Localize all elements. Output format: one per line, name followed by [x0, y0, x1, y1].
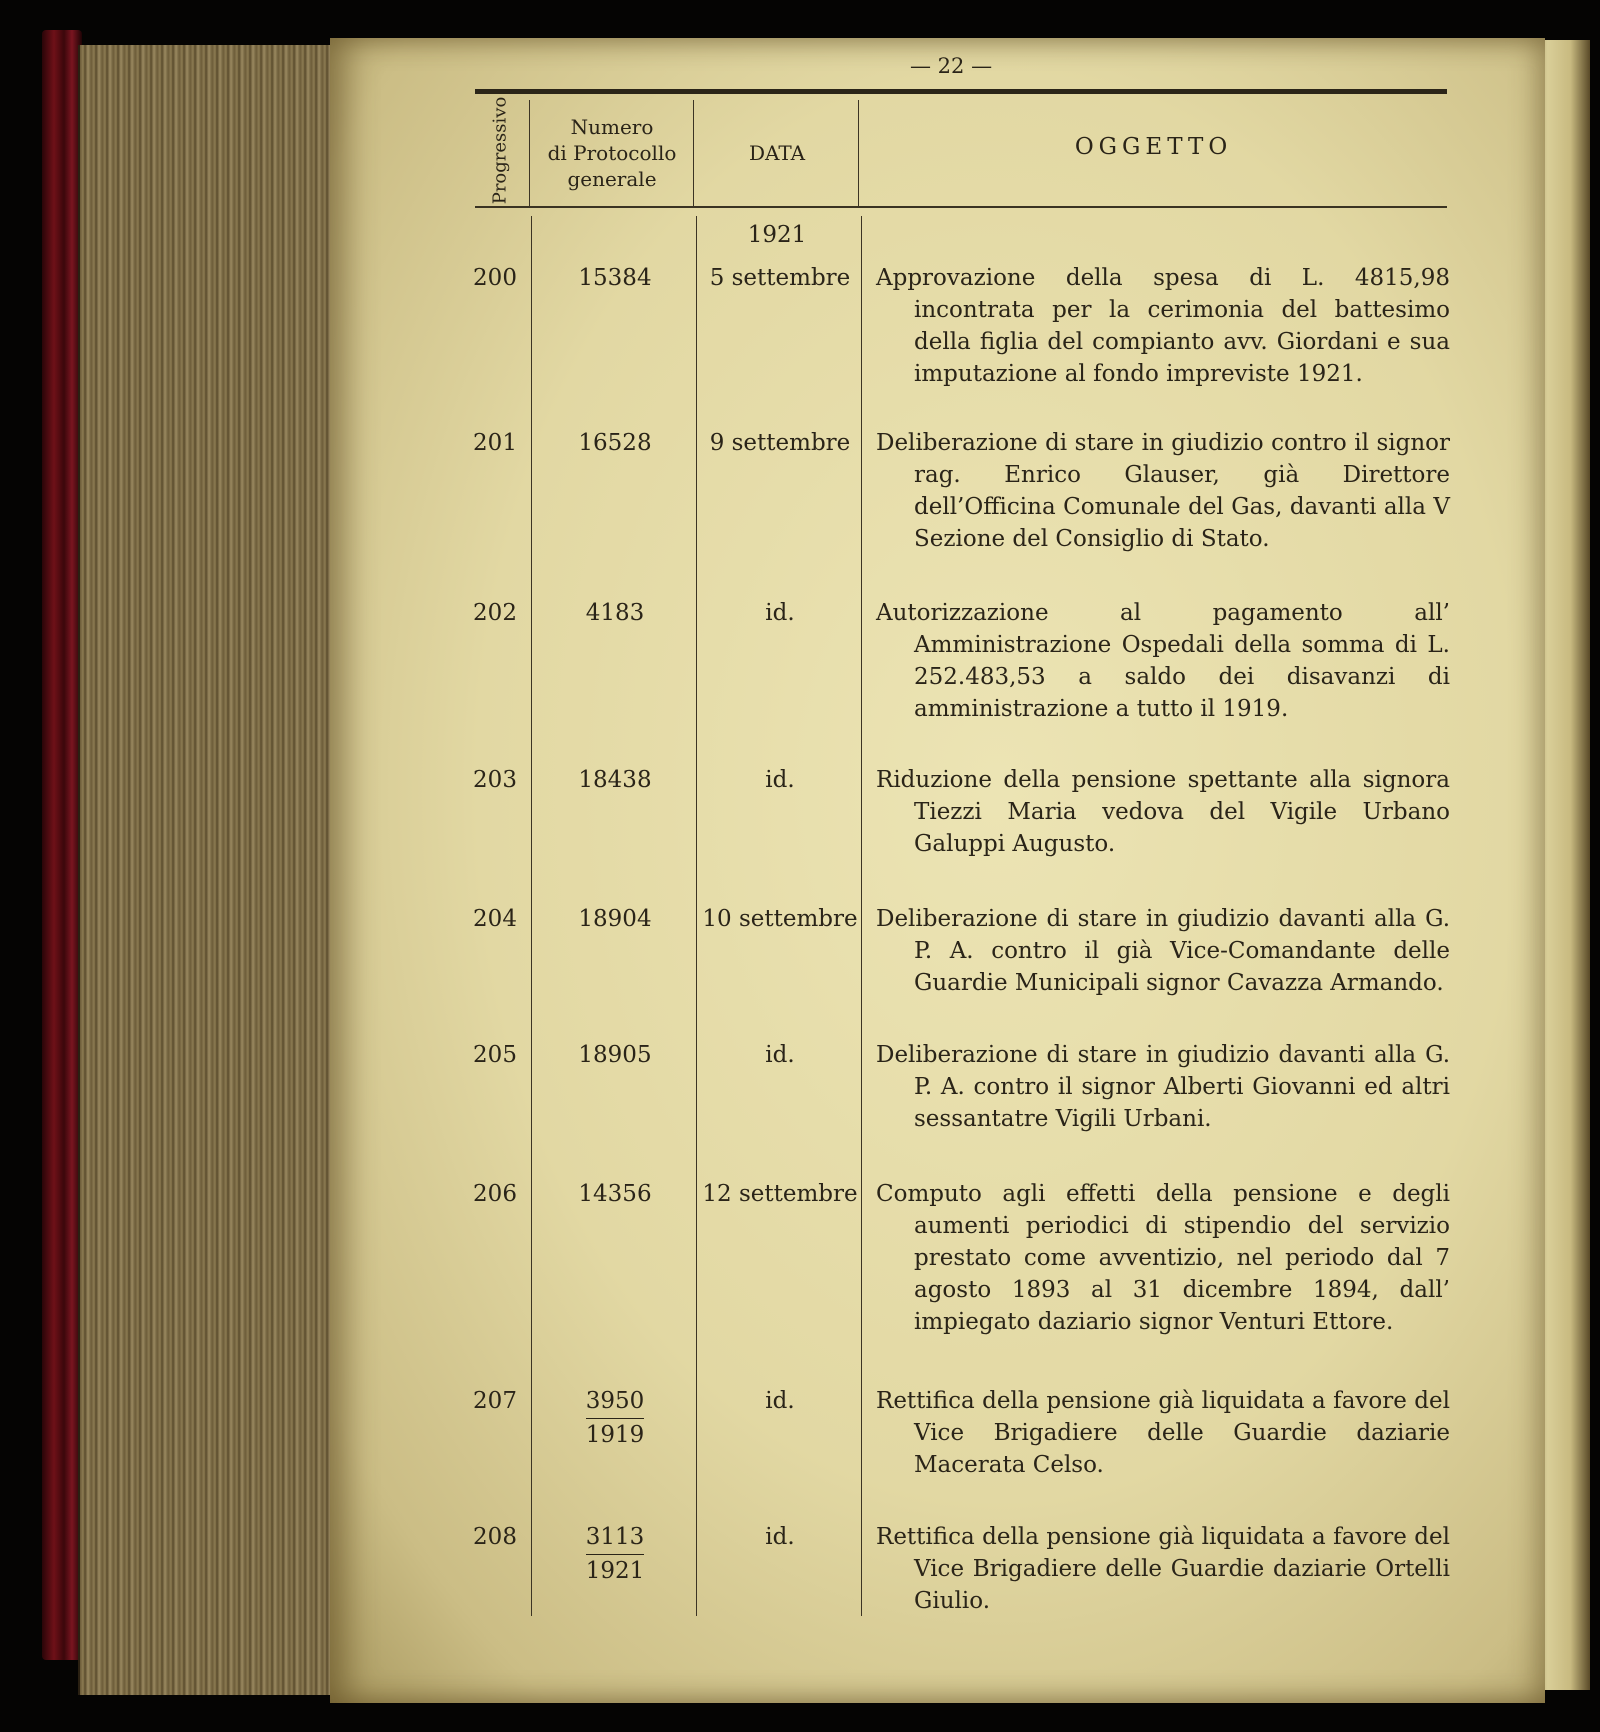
row-protocol-number: $\frac{3113}{1921}$: [540, 1521, 690, 1587]
row-subject: Approvazione della spesa di L. 4815,98 incontrata per la cerimonia del battesimo della figlia del compianto avv. Giordani e sua imputazione al fondo impreviste 1921.: [876, 265, 1450, 387]
row-date: id.: [765, 1524, 795, 1550]
row-progressivo: 205: [473, 1042, 517, 1068]
row-protocol-number: 4183: [585, 600, 645, 626]
header-bottom-rule: [475, 206, 1447, 208]
year-label: 1921: [747, 222, 807, 248]
row-protocol-number: $\frac{3950}{1919}$: [540, 1385, 690, 1451]
row-progressivo: 201: [473, 430, 517, 456]
row-subject: Deliberazione di stare in giudizio davanti alla G. P. A. contro il signor Alberti Giovanni ed altri sessantatre Vigili Urbani.: [876, 1042, 1450, 1132]
column-divider: [696, 216, 697, 1616]
header-oggetto: OGGETTO: [1074, 134, 1233, 160]
row-progressivo: 207: [473, 1388, 517, 1414]
row-date: 9 settembre: [709, 430, 851, 456]
row-protocol-number: 18438: [578, 767, 652, 793]
row-subject: Deliberazione di stare in giudizio davanti alla G. P. A. contro il già Vice-Comandante delle Guardie Municipali signor Cavazza Armando.: [876, 906, 1450, 996]
row-protocol-number: 14356: [578, 1181, 652, 1207]
row-protocol-number: 16528: [578, 430, 652, 456]
header-numero-protocollo: Numero di Protocollo generale: [547, 115, 677, 191]
row-date: id.: [765, 600, 795, 626]
row-subject: Computo agli effetti della pensione e degli aumenti periodici di stipendio del servizio prestato come avventizio, nel periodo dal 7 agosto 1893 al 31 dicembre 1894, dall’ impiegato daziario signor Venturi Ettore.: [876, 1181, 1450, 1335]
row-subject: Deliberazione di stare in giudizio contro il signor rag. Enrico Glauser, già Direttore dell’Officina Comunale del Gas, davanti alla V Sezione del Consiglio di Stato.: [876, 430, 1450, 552]
book-spine: [42, 30, 82, 1660]
row-progressivo: 203: [473, 767, 517, 793]
row-progressivo: 206: [473, 1181, 517, 1207]
row-protocol-number: 15384: [578, 265, 652, 291]
row-protocol-number: 18905: [578, 1042, 652, 1068]
header-data: DATA: [748, 141, 806, 165]
row-subject: Riduzione della pensione spettante alla signora Tiezzi Maria vedova del Vigile Urbano Galuppi Augusto.: [876, 767, 1450, 857]
row-subject: Rettifica della pensione già liquidata a favore del Vice Brigadiere delle Guardie daziarie Macerata Celso.: [876, 1388, 1450, 1478]
row-date: id.: [765, 767, 795, 793]
row-date: 12 settembre: [702, 1181, 858, 1207]
row-date: 10 settembre: [702, 906, 858, 932]
row-subject: Autorizzazione al pagamento all’ Amministrazione Ospedali della somma di L. 252.483,53 a saldo dei disavanzi di amministrazione a tutto il 1919.: [876, 600, 1450, 722]
row-date: id.: [765, 1042, 795, 1068]
row-subject: Rettifica della pensione già liquidata a favore del Vice Brigadiere delle Guardie daziarie Ortelli Giulio.: [876, 1524, 1450, 1614]
column-divider: [531, 216, 532, 1616]
row-progressivo: 208: [473, 1524, 517, 1550]
row-date: id.: [765, 1388, 795, 1414]
row-date: 5 settembre: [709, 265, 851, 291]
row-protocol-number: 18904: [578, 906, 652, 932]
row-progressivo: 204: [473, 906, 517, 932]
column-divider: [861, 216, 862, 1616]
row-progressivo: 200: [473, 265, 517, 291]
page-edges: [78, 45, 345, 1695]
page-number: — 22 —: [910, 54, 993, 78]
header-progressivo: Progressivo: [489, 96, 511, 204]
header-top-rule: [475, 89, 1447, 94]
row-progressivo: 202: [473, 600, 517, 626]
